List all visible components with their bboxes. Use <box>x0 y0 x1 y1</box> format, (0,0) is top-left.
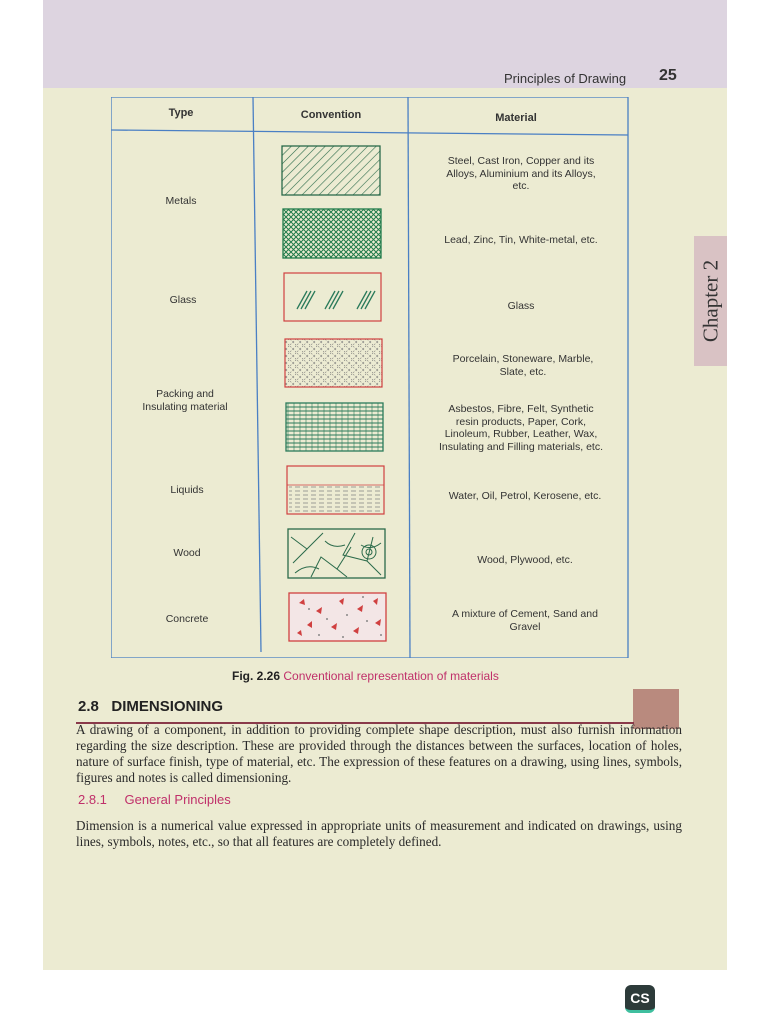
section-number: 2.8 <box>78 698 99 715</box>
col-header-convention: Convention <box>300 109 362 121</box>
chapter-tab-label: Chapter 2 <box>698 259 722 343</box>
type-glass: Glass <box>169 294 197 306</box>
material-glass: Glass <box>507 300 535 312</box>
wood-symbol <box>288 529 385 578</box>
figure-caption-text: Conventional representation of materials <box>283 669 499 683</box>
metal-hatch-symbol <box>282 146 380 195</box>
camscanner-logo: CS <box>625 985 655 1013</box>
glass-strokes <box>297 291 375 309</box>
figure-caption <box>232 669 499 683</box>
subsection-number: 2.8.1 <box>78 792 107 807</box>
type-concrete: Concrete <box>165 613 209 625</box>
material-porcelain: Porcelain, Stoneware, Marble, Slate, etc. <box>452 353 594 378</box>
subsection-paragraph: Dimension is a numerical value expressed in appropriate units of measurement and indicated on drawings, using lines, symbols, notes, etc., so that all features are completely defined. <box>76 818 682 849</box>
material-liquids: Water, Oil, Petrol, Kerosene, etc. <box>448 490 602 502</box>
page-number: 25 <box>659 67 677 84</box>
figure-label: Fig. 2.26 <box>232 669 281 683</box>
type-liquids: Liquids <box>170 484 204 496</box>
material-asbestos: Asbestos, Fibre, Felt, Synthetic resin products, Paper, Cork, Linoleum, Rubber, Leather, Wax, Insulating and Filling materials, etc. <box>439 403 603 453</box>
material-lead: Lead, Zinc, Tin, White-metal, etc. <box>444 234 598 246</box>
type-metals: Metals <box>165 195 197 207</box>
glass-symbol <box>284 273 381 321</box>
materials-table <box>111 97 633 658</box>
porcelain-symbol <box>285 339 382 387</box>
asbestos-symbol <box>286 403 383 451</box>
col-header-type: Type <box>168 107 194 119</box>
subsection-heading <box>78 792 231 807</box>
material-wood: Wood, Plywood, etc. <box>477 554 573 566</box>
running-title: Principles of Drawing <box>504 71 627 86</box>
subsection-title: General Principles <box>124 792 231 807</box>
type-wood: Wood <box>173 547 201 559</box>
chapter-tab <box>694 236 727 366</box>
material-steel: Steel, Cast Iron, Copper and its Alloys, Aluminium and its Alloys, etc. <box>446 155 596 192</box>
section-paragraph: A drawing of a component, in addition to providing complete shape description, must also furnish information regarding the size description. These are provided through the distances between the surfaces, location of holes, nature of surface finish, type of material, etc. The expression of these features on a drawing, using lines, symbols, figures and notes is called dimensioning. <box>76 722 682 785</box>
section-heading <box>78 698 223 715</box>
type-packing: Packing and Insulating material <box>142 388 228 413</box>
concrete-symbol <box>289 593 386 641</box>
material-concrete: A mixture of Cement, Sand and Gravel <box>452 608 598 633</box>
lead-hatch-symbol <box>283 209 381 258</box>
col-header-material: Material <box>495 112 537 124</box>
section-title: DIMENSIONING <box>111 698 224 715</box>
